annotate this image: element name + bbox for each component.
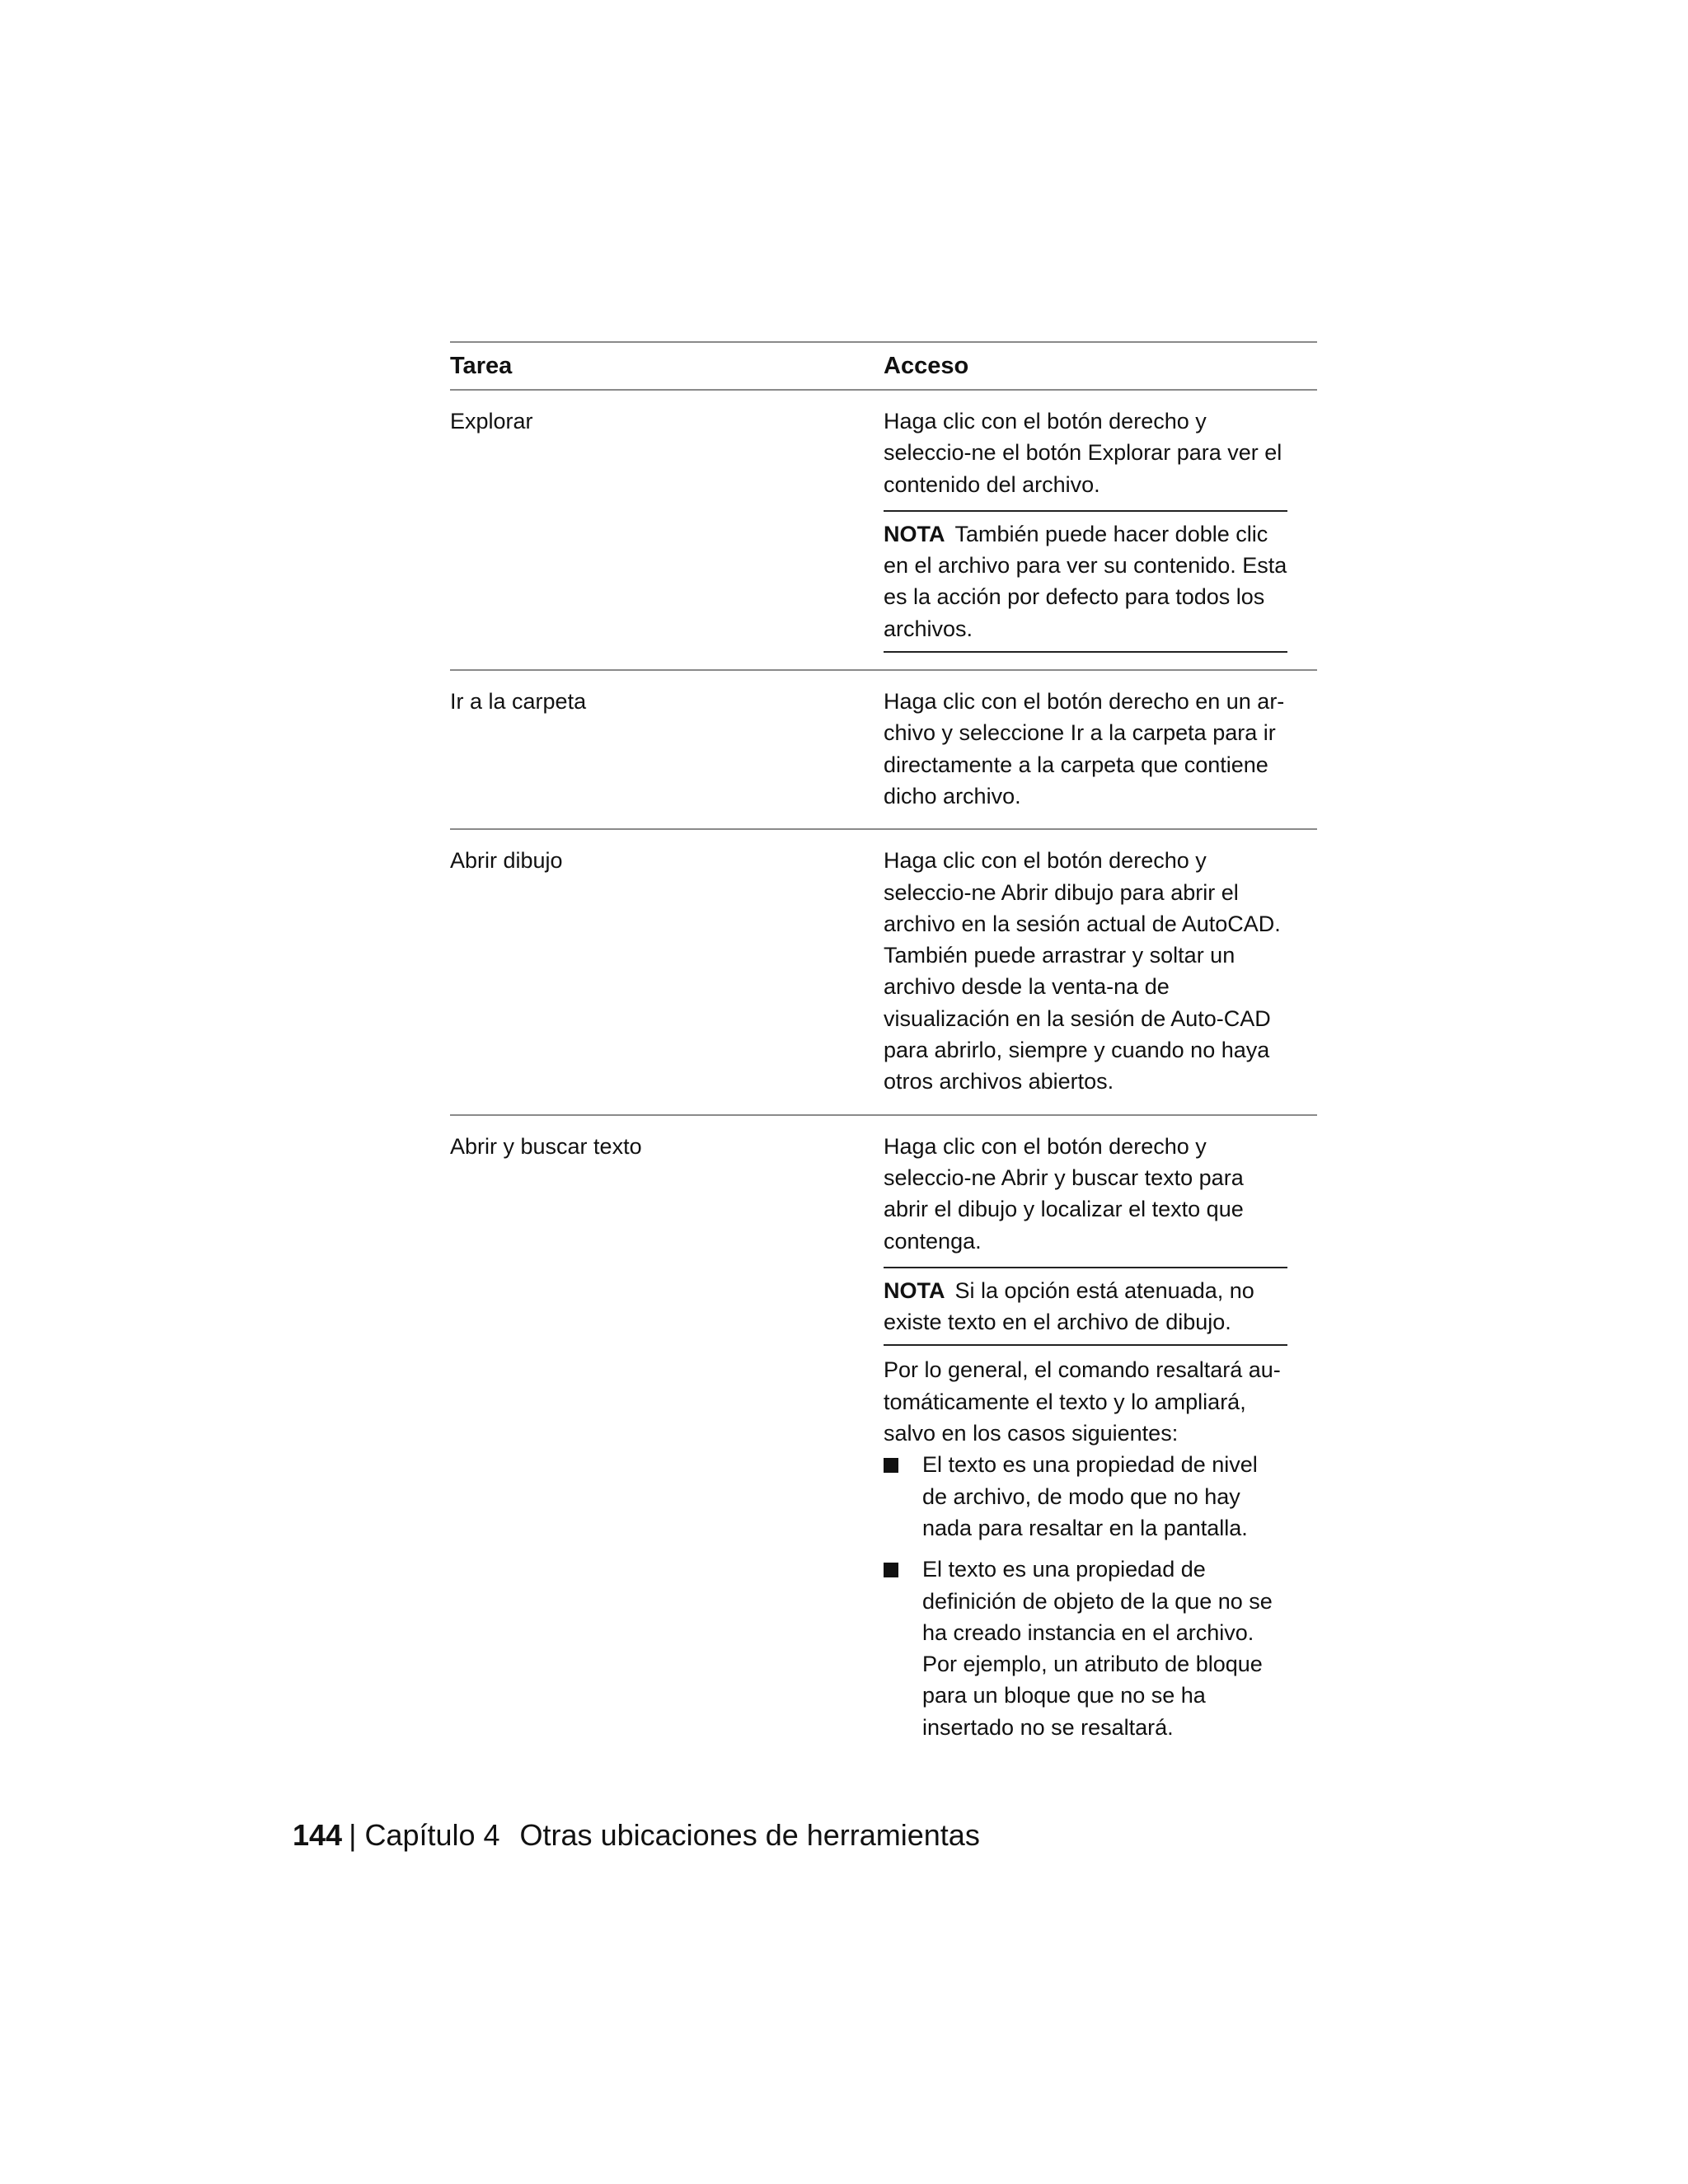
access-cell [884,686,1287,812]
table-row [450,671,1317,828]
task-access-table [450,341,1317,1760]
list-item [884,1449,1287,1544]
bullet-list [884,1449,1287,1743]
bullet-text: El texto es una propiedad de definición de objeto de la que no se ha creado instancia en el archivo. Por ejemplo, un atributo de bloque para un bloque que no se ha insertado no se resaltará. [922,1557,1273,1740]
access-text: Haga clic con el botón derecho y seleccio-ne Abrir y buscar texto para abrir el dibujo y localizar el texto que contenga. [884,1133,1244,1254]
access-text: Haga clic con el botón derecho y seleccio-ne Abrir dibujo para abrir el archivo en la sesión actual de AutoCAD. También puede arrastrar y soltar un archivo desde la venta-na de visualización en la sesión de Auto-CAD para abrirlo, siempre y cuando no haya otros archivos abiertos. [884,848,1281,1094]
square-bullet-icon [884,1554,922,1743]
access-cell [884,1131,1287,1743]
table-row [450,830,1317,1113]
note-text: Si la opción está atenuada, no existe texto en el archivo de dibujo. [884,1277,1254,1335]
page-number: 144 [293,1818,343,1852]
note-block [884,1267,1287,1347]
task-cell: Explorar [450,409,533,434]
task-cell: Abrir dibujo [450,848,563,874]
square-bullet-icon [884,1449,922,1544]
bullet-text: El texto es una propiedad de nivel de archivo, de modo que no hay nada para resaltar en la pantalla. [922,1452,1258,1540]
note-text: También puede hacer doble clic en el archivo para ver su contenido. Esta es la acción por defecto para todos los archivos. [884,521,1287,641]
header-task: Tarea [450,353,513,379]
list-item [884,1554,1287,1743]
access-cell [884,405,1287,653]
note-block [884,510,1287,653]
footer-separator: | [349,1818,357,1852]
header-access: Acceso [884,353,969,379]
task-cell: Abrir y buscar texto [450,1133,642,1159]
note-label: NOTA [884,521,945,546]
access-text: Haga clic con el botón derecho y seleccio-ne el botón Explorar para ver el contenido del archivo. [884,409,1282,497]
table-header-row [450,343,1317,389]
page-footer [293,1817,980,1854]
explanation-text: Por lo general, el comando resaltará au-tomáticamente el texto y lo ampliará, salvo en los casos siguientes: [884,1357,1281,1446]
chapter-label: Capítulo 4 [364,1818,500,1852]
access-cell [884,845,1287,1097]
table-row [450,1116,1317,1760]
access-text: Haga clic con el botón derecho en un ar-chivo y seleccione Ir a la carpeta para ir directamente a la carpeta que contiene dicho archivo. [884,689,1285,808]
table-row [450,391,1317,669]
note-label: NOTA [884,1277,945,1303]
chapter-title: Otras ubicaciones de herramientas [519,1818,980,1852]
task-cell: Ir a la carpeta [450,689,587,715]
